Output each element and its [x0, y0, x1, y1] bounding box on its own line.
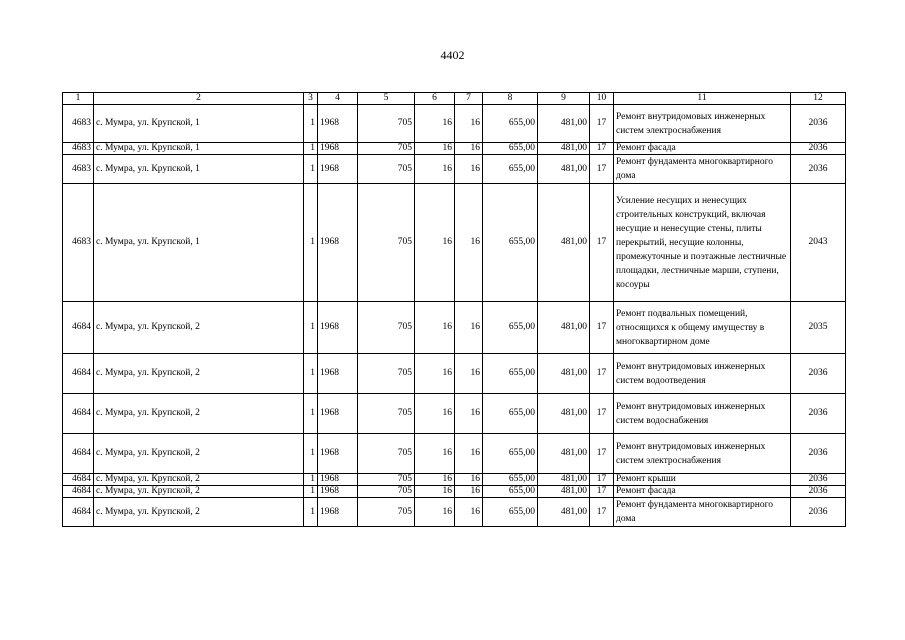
- header-cell-5: 5: [358, 93, 415, 105]
- cell-c6: 16: [415, 105, 455, 143]
- cell-c12: 2036: [791, 486, 846, 498]
- cell-c6: 16: [415, 143, 455, 155]
- cell-c4: 1968: [318, 394, 358, 434]
- cell-c11: Ремонт фасада: [614, 143, 791, 155]
- cell-c4: 1968: [318, 155, 358, 184]
- cell-c2: с. Мумра, ул. Крупской, 2: [94, 498, 304, 527]
- cell-c3: 1: [304, 302, 318, 354]
- header-cell-12: 12: [791, 93, 846, 105]
- cell-c7: 16: [455, 486, 483, 498]
- cell-c5: 705: [358, 498, 415, 527]
- cell-c11: Ремонт подвальных помещений, относящихся к общему имуществу в многоквартирном доме: [614, 302, 791, 354]
- cell-c9: 481,00: [538, 474, 590, 486]
- cell-c7: 16: [455, 354, 483, 394]
- cell-c8: 655,00: [483, 434, 538, 474]
- table-row: [63, 354, 846, 394]
- cell-c3: 1: [304, 394, 318, 434]
- cell-c5: 705: [358, 105, 415, 143]
- cell-c11: Усиление несущих и ненесущих строительных конструкций, включая несущие и ненесущие стены, плиты перекрытий, несущие колонны, промежуточные и поэтажные лестничные площадки, лестничные марши, ступени, косоуры: [614, 184, 791, 302]
- cell-c1: 4684: [63, 474, 94, 486]
- cell-c5: 705: [358, 354, 415, 394]
- cell-c5: 705: [358, 474, 415, 486]
- cell-c11: Ремонт фасада: [614, 486, 791, 498]
- cell-c3: 1: [304, 184, 318, 302]
- cell-c10: 17: [590, 354, 614, 394]
- cell-c1: 4683: [63, 143, 94, 155]
- cell-c1: 4684: [63, 354, 94, 394]
- cell-c4: 1968: [318, 184, 358, 302]
- cell-c9: 481,00: [538, 143, 590, 155]
- cell-c8: 655,00: [483, 474, 538, 486]
- cell-c9: 481,00: [538, 354, 590, 394]
- cell-c4: 1968: [318, 474, 358, 486]
- cell-c2: с. Мумра, ул. Крупской, 1: [94, 143, 304, 155]
- cell-c3: 1: [304, 498, 318, 527]
- header-cell-10: 10: [590, 93, 614, 105]
- cell-c7: 16: [455, 105, 483, 143]
- cell-c11: Ремонт фундамента многоквартирного дома: [614, 155, 791, 184]
- cell-c6: 16: [415, 155, 455, 184]
- cell-c2: с. Мумра, ул. Крупской, 2: [94, 302, 304, 354]
- table-row: [63, 486, 846, 498]
- cell-c12: 2035: [791, 302, 846, 354]
- cell-c9: 481,00: [538, 302, 590, 354]
- cell-c10: 17: [590, 105, 614, 143]
- header-cell-9: 9: [538, 93, 590, 105]
- cell-c7: 16: [455, 498, 483, 527]
- cell-c10: 17: [590, 302, 614, 354]
- cell-c2: с. Мумра, ул. Крупской, 2: [94, 486, 304, 498]
- cell-c8: 655,00: [483, 143, 538, 155]
- cell-c1: 4684: [63, 394, 94, 434]
- table-row: [63, 474, 846, 486]
- cell-c6: 16: [415, 474, 455, 486]
- table-row: [63, 302, 846, 354]
- cell-c2: с. Мумра, ул. Крупской, 2: [94, 474, 304, 486]
- cell-c9: 481,00: [538, 394, 590, 434]
- table-row: [63, 184, 846, 302]
- cell-c9: 481,00: [538, 155, 590, 184]
- data-table: [62, 92, 846, 527]
- table-body: [63, 93, 846, 527]
- table-row: [63, 143, 846, 155]
- cell-c1: 4684: [63, 486, 94, 498]
- table-row: [63, 498, 846, 527]
- cell-c3: 1: [304, 474, 318, 486]
- cell-c7: 16: [455, 394, 483, 434]
- cell-c8: 655,00: [483, 498, 538, 527]
- cell-c12: 2036: [791, 474, 846, 486]
- cell-c2: с. Мумра, ул. Крупской, 2: [94, 434, 304, 474]
- cell-c9: 481,00: [538, 434, 590, 474]
- cell-c12: 2036: [791, 354, 846, 394]
- cell-c10: 17: [590, 394, 614, 434]
- cell-c2: с. Мумра, ул. Крупской, 1: [94, 155, 304, 184]
- cell-c5: 705: [358, 143, 415, 155]
- cell-c10: 17: [590, 143, 614, 155]
- cell-c1: 4683: [63, 184, 94, 302]
- cell-c3: 1: [304, 155, 318, 184]
- cell-c10: 17: [590, 474, 614, 486]
- cell-c11: Ремонт внутридомовых инженерных систем водоснабжения: [614, 394, 791, 434]
- cell-c1: 4683: [63, 155, 94, 184]
- cell-c2: с. Мумра, ул. Крупской, 1: [94, 105, 304, 143]
- cell-c7: 16: [455, 434, 483, 474]
- cell-c11: Ремонт крыши: [614, 474, 791, 486]
- cell-c4: 1968: [318, 143, 358, 155]
- cell-c1: 4684: [63, 302, 94, 354]
- header-cell-7: 7: [455, 93, 483, 105]
- cell-c8: 655,00: [483, 105, 538, 143]
- cell-c3: 1: [304, 434, 318, 474]
- cell-c2: с. Мумра, ул. Крупской, 2: [94, 394, 304, 434]
- cell-c9: 481,00: [538, 486, 590, 498]
- table-row: [63, 434, 846, 474]
- cell-c1: 4683: [63, 105, 94, 143]
- cell-c12: 2036: [791, 143, 846, 155]
- cell-c11: Ремонт фундамента многоквартирного дома: [614, 498, 791, 527]
- cell-c8: 655,00: [483, 302, 538, 354]
- cell-c6: 16: [415, 354, 455, 394]
- cell-c5: 705: [358, 302, 415, 354]
- cell-c3: 1: [304, 105, 318, 143]
- cell-c6: 16: [415, 394, 455, 434]
- cell-c7: 16: [455, 302, 483, 354]
- cell-c8: 655,00: [483, 354, 538, 394]
- cell-c4: 1968: [318, 434, 358, 474]
- cell-c12: 2036: [791, 498, 846, 527]
- page-number: 4402: [440, 48, 465, 62]
- cell-c3: 1: [304, 486, 318, 498]
- cell-c11: Ремонт внутридомовых инженерных систем водоотведения: [614, 354, 791, 394]
- cell-c12: 2036: [791, 394, 846, 434]
- cell-c5: 705: [358, 486, 415, 498]
- cell-c12: 2036: [791, 434, 846, 474]
- cell-c7: 16: [455, 143, 483, 155]
- table-row: [63, 155, 846, 184]
- cell-c10: 17: [590, 434, 614, 474]
- cell-c10: 17: [590, 486, 614, 498]
- cell-c10: 17: [590, 155, 614, 184]
- cell-c4: 1968: [318, 105, 358, 143]
- header-cell-8: 8: [483, 93, 538, 105]
- cell-c1: 4684: [63, 498, 94, 527]
- cell-c6: 16: [415, 184, 455, 302]
- cell-c10: 17: [590, 184, 614, 302]
- header-cell-6: 6: [415, 93, 455, 105]
- cell-c8: 655,00: [483, 394, 538, 434]
- cell-c9: 481,00: [538, 184, 590, 302]
- cell-c3: 1: [304, 143, 318, 155]
- cell-c6: 16: [415, 434, 455, 474]
- cell-c8: 655,00: [483, 155, 538, 184]
- cell-c6: 16: [415, 486, 455, 498]
- table-row: [63, 105, 846, 143]
- cell-c2: с. Мумра, ул. Крупской, 2: [94, 354, 304, 394]
- cell-c12: 2043: [791, 184, 846, 302]
- cell-c1: 4684: [63, 434, 94, 474]
- cell-c7: 16: [455, 474, 483, 486]
- cell-c12: 2036: [791, 105, 846, 143]
- cell-c8: 655,00: [483, 184, 538, 302]
- table-header-row: [63, 93, 846, 105]
- cell-c6: 16: [415, 498, 455, 527]
- cell-c5: 705: [358, 184, 415, 302]
- cell-c10: 17: [590, 498, 614, 527]
- header-cell-3: 3: [304, 93, 318, 105]
- cell-c5: 705: [358, 394, 415, 434]
- cell-c9: 481,00: [538, 105, 590, 143]
- header-cell-2: 2: [94, 93, 304, 105]
- cell-c6: 16: [415, 302, 455, 354]
- header-cell-1: 1: [63, 93, 94, 105]
- cell-c4: 1968: [318, 302, 358, 354]
- cell-c5: 705: [358, 434, 415, 474]
- table-row: [63, 394, 846, 434]
- header-cell-11: 11: [614, 93, 791, 105]
- cell-c11: Ремонт внутридомовых инженерных систем электроснабжения: [614, 105, 791, 143]
- cell-c4: 1968: [318, 486, 358, 498]
- cell-c3: 1: [304, 354, 318, 394]
- cell-c7: 16: [455, 155, 483, 184]
- cell-c7: 16: [455, 184, 483, 302]
- cell-c4: 1968: [318, 354, 358, 394]
- cell-c9: 481,00: [538, 498, 590, 527]
- header-cell-4: 4: [318, 93, 358, 105]
- cell-c5: 705: [358, 155, 415, 184]
- cell-c12: 2036: [791, 155, 846, 184]
- cell-c4: 1968: [318, 498, 358, 527]
- cell-c11: Ремонт внутридомовых инженерных систем электроснабжения: [614, 434, 791, 474]
- cell-c2: с. Мумра, ул. Крупской, 1: [94, 184, 304, 302]
- cell-c8: 655,00: [483, 486, 538, 498]
